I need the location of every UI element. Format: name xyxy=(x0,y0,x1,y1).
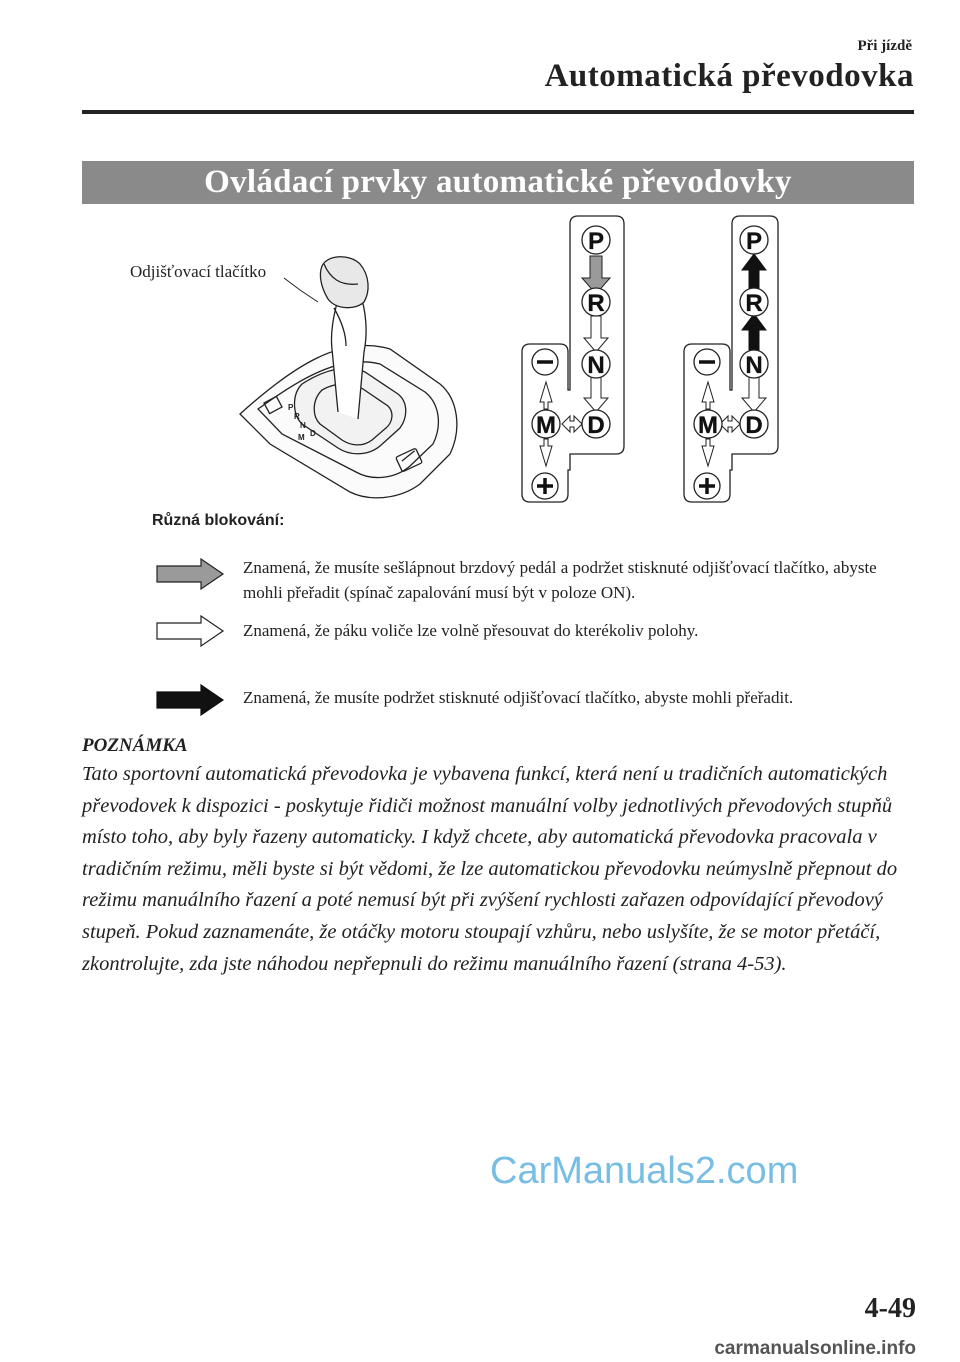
gate-diagram-black xyxy=(684,216,778,502)
chapter-title: Při jízdě xyxy=(857,38,912,54)
note-body: Tato sportovní automatická převodovka je vybavena funkcí, která není u tradičních automatických převodovek k dispozici - poskytuje řidiči možnost manuální volby jednotlivých převodových stupňů místo toho, aby byly řazeny automaticky. I když chcete, aby automatická převodovka pracovala v tradičním režimu, měli byste si být vědomi, že lze automatickou převodovku neúmyslně přepnout do režimu manuálního řazení a poté nemusí být při zvýšení rychlosti zařazen odpovídající převodový stupeň. Pokud zaznamenáte, že otáčky motoru stoupají vzhůru, nebo uslyšíte, že se motor přetáčí, zkontrolujte, zda jste náhodou nepřepnuli do režimu manuálního řazení (strana 4-53). xyxy=(82,763,898,975)
console-mark-r: R xyxy=(294,412,300,421)
legend-title: Různá blokování: xyxy=(152,512,285,529)
note-heading: POZNÁMKA xyxy=(82,735,188,756)
console-mark-d: D xyxy=(310,429,316,438)
watermark: CarManuals2.com xyxy=(490,1150,799,1192)
gate1-m-label: M xyxy=(536,412,556,439)
console-mark-p: P xyxy=(288,403,294,412)
footer-site-watermark: carmanualsonline.info xyxy=(714,1338,916,1359)
legend-text-black: Znamená, že musíte podržet stisknuté odjišťovací tlačítko, abyste mohli přeřadit. xyxy=(243,688,794,707)
legend-text-gray: Znamená, že musíte sešlápnout brzdový pedál a podržet stisknuté odjišťovací tlačítko, abyste mohli přeřadit (spínač zapalování musí být v poloze ON). xyxy=(243,558,877,602)
gate-diagram-gray xyxy=(522,216,624,502)
gate2-n-label: N xyxy=(745,352,763,379)
section-heading: Automatická převodovka xyxy=(544,58,914,94)
release-button-label: Odjišťovací tlačítko xyxy=(130,262,267,281)
gate1-r-label: R xyxy=(587,290,605,317)
shifter-diagram xyxy=(230,214,790,509)
white-arrow-icon xyxy=(155,614,227,648)
gate2-m-label: M xyxy=(698,412,718,439)
gate1-d-label: D xyxy=(587,412,605,439)
shifter-illustration xyxy=(240,257,457,498)
gray-arrow-icon xyxy=(155,557,227,591)
black-arrow-icon xyxy=(155,683,227,717)
console-mark-n: N xyxy=(300,421,306,430)
console-mark-m: M xyxy=(298,433,305,442)
legend-text-white: Znamená, že páku voliče lze volně přesouvat do kterékoliv polohy. xyxy=(243,621,699,640)
gate2-p-label: P xyxy=(745,228,763,255)
gate2-r-label: R xyxy=(745,290,763,317)
gate2-d-label: D xyxy=(745,412,763,439)
gate1-p-label: P xyxy=(587,228,605,255)
page-number: 4-49 xyxy=(864,1293,916,1324)
section-title: Ovládací prvky automatické převodovky xyxy=(204,164,792,200)
gate1-n-label: N xyxy=(587,352,605,379)
